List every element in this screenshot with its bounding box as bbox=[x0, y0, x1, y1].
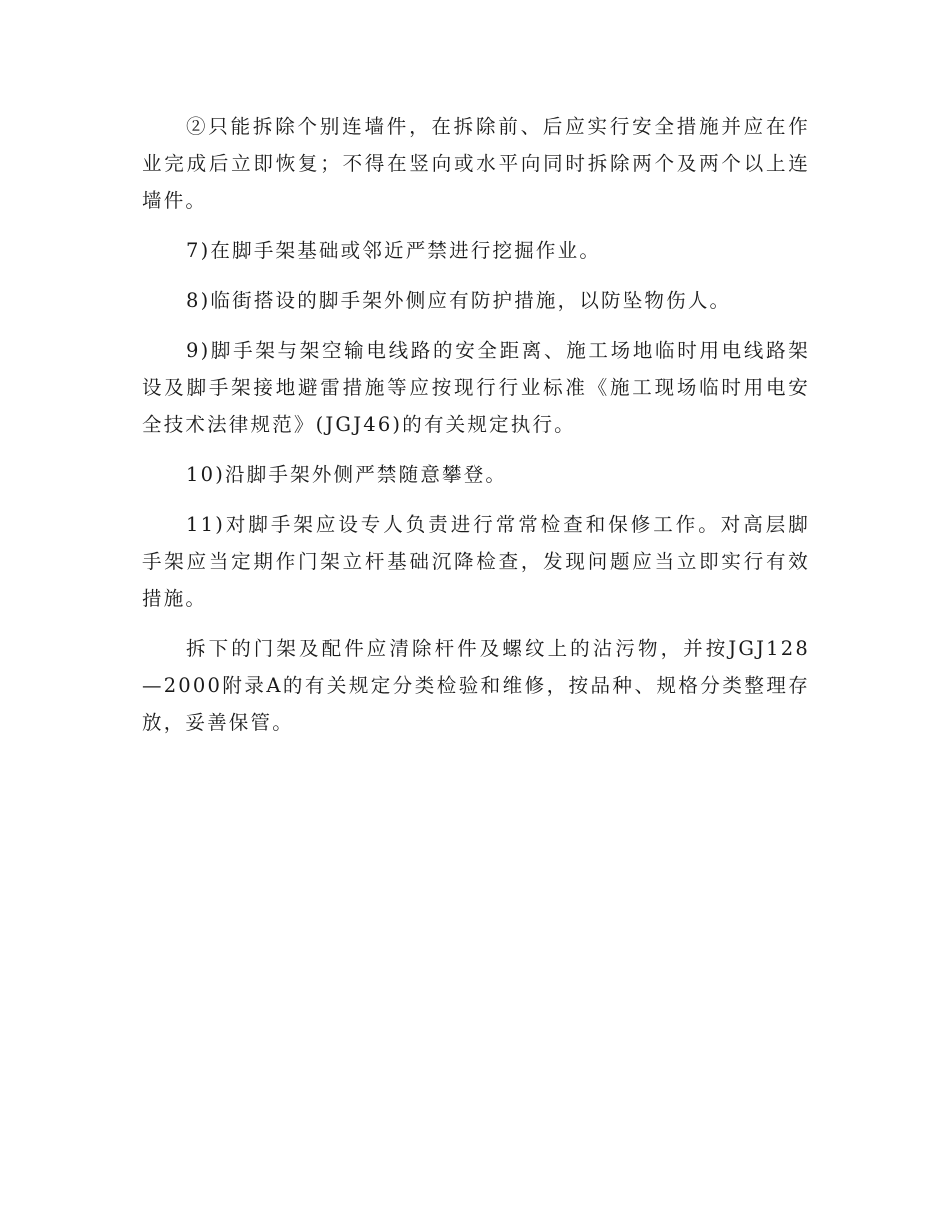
paragraph-item-9: 9)脚手架与架空输电线路的安全距离、施工场地临时用电线路架设及脚手架接地避雷措施等应按现行行业标准《施工现场临时用电安全技术法律规范》(JGJ46)的有关规定执行。 bbox=[142, 339, 810, 436]
paragraph-item-8: 8)临街搭设的脚手架外侧应有防护措施，以防坠物伤人。 bbox=[186, 289, 732, 312]
paragraph-connector-removal: ②只能拆除个别连墙件，在拆除前、后应实行安全措施并应在作业完成后立即恢复；不得在竖向或水平向同时拆除两个及两个以上连墙件。 bbox=[142, 115, 810, 212]
paragraph-dismantled-parts: 拆下的门架及配件应清除杆件及螺纹上的沾污物，并按JGJ128—2000附录A的有关规定分类检验和维修，按品种、规格分类整理存放，妥善保管。 bbox=[142, 637, 810, 734]
document-body bbox=[142, 108, 810, 754]
paragraph-item-11: 11)对脚手架应设专人负责进行常常检查和保修工作。对高层脚手架应当定期作门架立杆基础沉降检查，发现问题应当立即实行有效措施。 bbox=[142, 513, 810, 610]
paragraph-item-10: 10)沿脚手架外侧严禁随意攀登。 bbox=[186, 463, 508, 486]
paragraph-item-7: 7)在脚手架基础或邻近严禁进行挖掘作业。 bbox=[186, 239, 602, 262]
